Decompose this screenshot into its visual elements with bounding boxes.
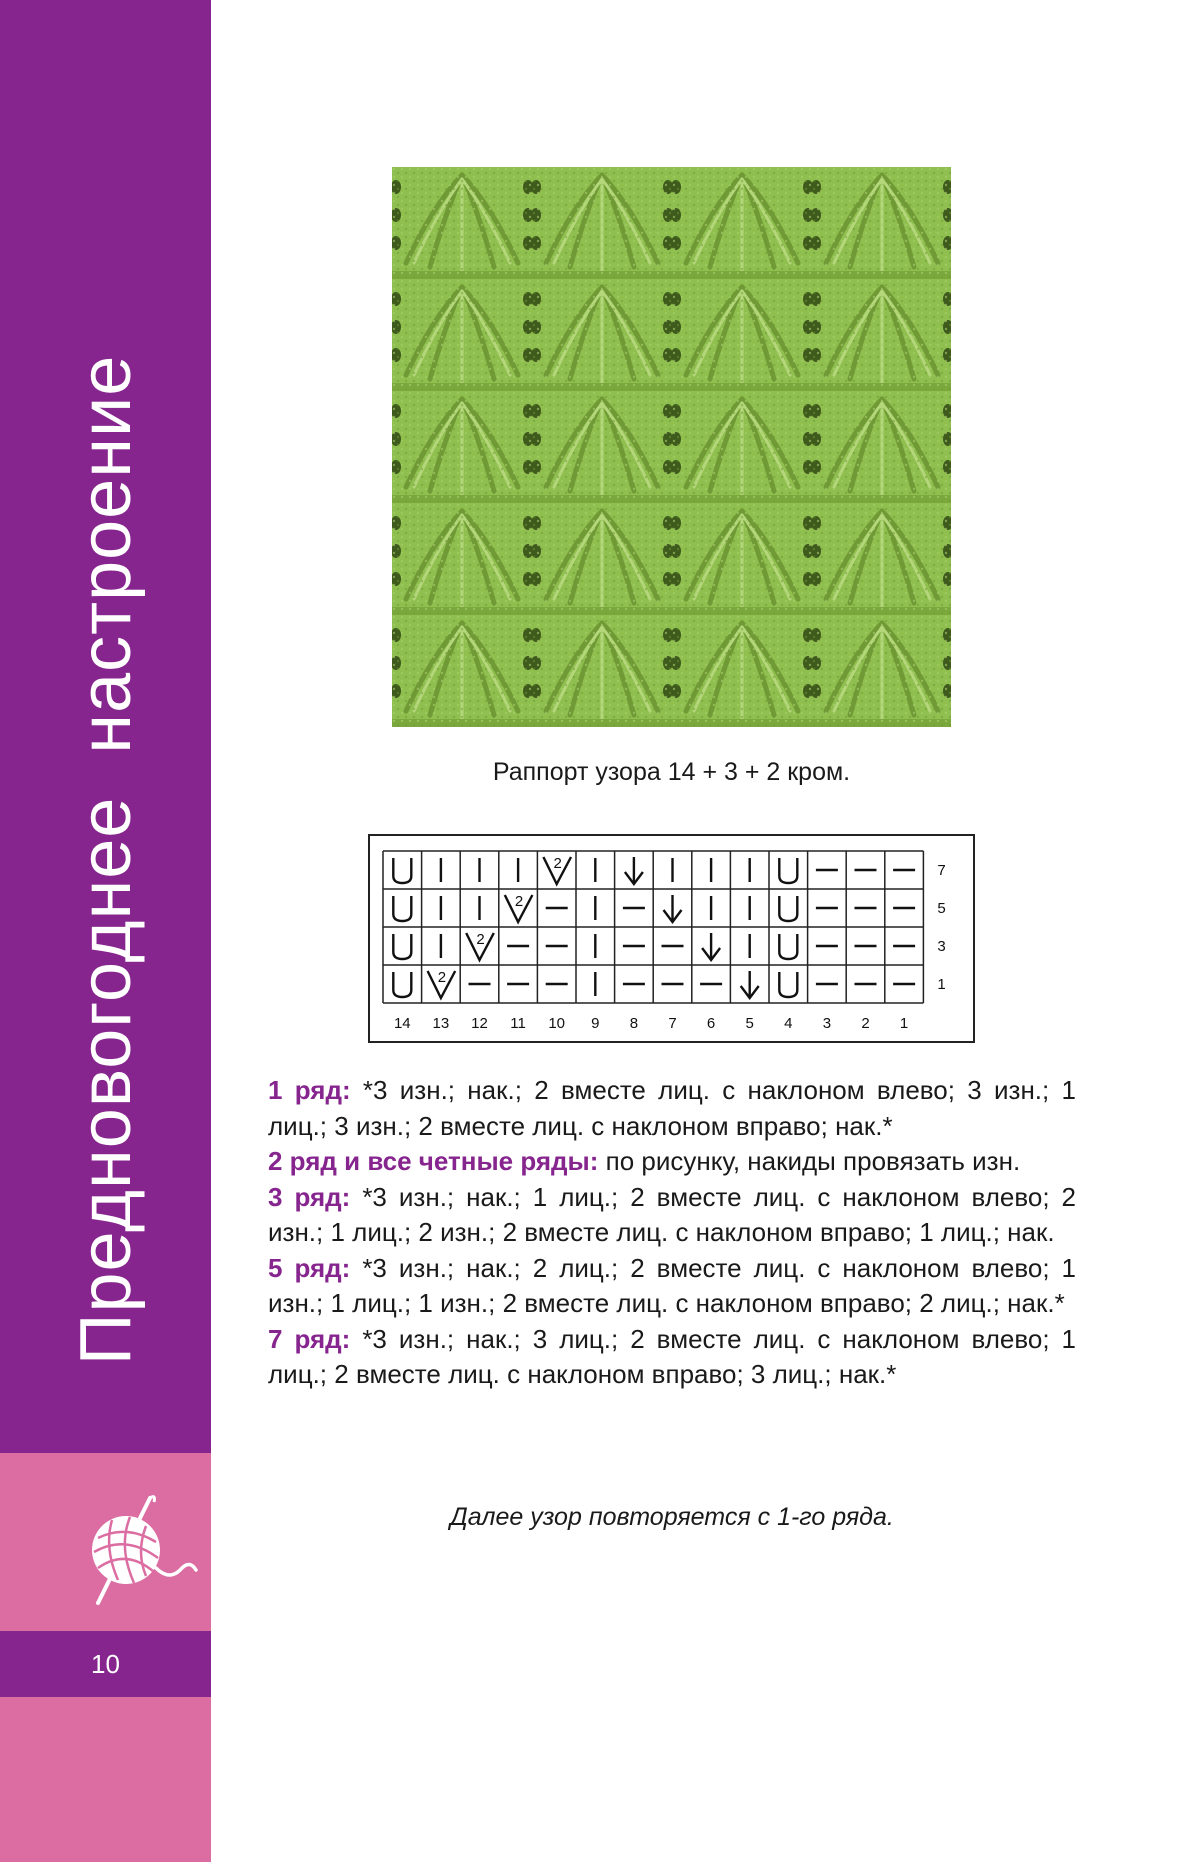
instructions [268,1073,1076,1393]
instruction-row [268,1073,1076,1144]
k2tog-digit: 2 [476,931,485,948]
knitted-swatch-photo [392,167,951,727]
chart-column-number: 12 [471,1015,488,1032]
yarn-over-symbol [779,858,797,883]
k2tog-digit: 2 [514,893,524,910]
instruction-row-text: *3 изн.; нак.; 3 лиц.; 2 вместе лиц. с наклоном влево; 1 лиц.; 2 вместе лиц. с наклоном вправо; 3 лиц.; нак.* [268,1323,1076,1389]
chart-column-number: 3 [822,1015,832,1032]
yarn-over-symbol [393,972,411,997]
yarn-over-symbol [779,972,797,997]
k2tog-digit: 2 [553,855,562,872]
instruction-row [268,1322,1076,1393]
yarn-over-symbol [393,934,411,959]
yarn-over-symbol [779,934,797,959]
yarn-over-symbol [393,896,411,921]
instruction-row-text: *3 изн.; нак.; 1 лиц.; 2 вместе лиц. с наклоном влево; 2 изн.; 1 лиц.; 2 изн.; 2 вместе лиц. с наклоном вправо; 1 лиц.; нак. [268,1181,1076,1247]
closing-note: Далее узор повторяется с 1-го ряда. [450,1503,894,1531]
instruction-row [268,1251,1076,1322]
chart-row-number: 7 [937,862,946,879]
pattern-repeat-caption: Раппорт узора 14 + 3 + 2 кром. [492,758,851,786]
chart-column-number: 1 [899,1015,909,1032]
instruction-row-text: *3 изн.; нак.; 2 вместе лиц. с наклоном влево; 3 изн.; 1 лиц.; 3 изн.; 2 вместе лиц. с наклоном вправо; нак.* [268,1075,1076,1141]
instruction-row-label: 3 ряд: [268,1181,351,1212]
chart-column-number: 5 [745,1015,754,1032]
instruction-row-label: 2 ряд и все четные ряды: [268,1146,599,1176]
yarn-ball-with-hook-icon [78,1488,198,1610]
chart-column-number: 2 [861,1015,870,1032]
instruction-row-label: 1 ряд: [268,1075,351,1105]
instruction-row-label: 7 ряд: [268,1323,351,1354]
chart-column-number: 8 [629,1015,639,1032]
chart-column-number: 13 [432,1015,450,1032]
chart-row-number: 1 [937,976,946,993]
chart-column-number: 14 [393,1015,411,1032]
k2tog-digit: 2 [437,969,447,986]
chart-column-number: 10 [548,1015,566,1032]
instruction-row-text: по рисунку, накиды провязать изн. [598,1146,1021,1176]
chart-column-number: 6 [706,1015,716,1032]
k2tog-right-symbol [702,933,720,960]
chart-column-number: 9 [591,1015,600,1032]
chart-column-number: 11 [510,1015,526,1032]
instruction-row [268,1180,1076,1251]
yarn-over-symbol [779,896,797,921]
k2tog-right-symbol [625,857,643,884]
instruction-row-text: *3 изн.; нак.; 2 лиц.; 2 вместе лиц. с наклоном влево; 1 изн.; 1 лиц.; 1 изн.; 2 вместе лиц. с наклоном вправо; 2 лиц.; нак.* [268,1252,1076,1318]
page-number: 10 [91,1649,120,1679]
k2tog-right-symbol [741,971,759,998]
chart-row-number: 5 [937,900,946,917]
instruction-row [268,1144,1076,1180]
section-title: Предновогоднее настроение [66,354,146,1366]
yarn-over-symbol [393,858,411,883]
chart-column-number: 7 [668,1015,677,1032]
chart-row-number: 3 [937,938,946,955]
chart-grid [383,851,923,1003]
sidebar-bottom-band [0,1697,211,1862]
k2tog-right-symbol [664,895,682,922]
chart-column-number: 4 [784,1015,793,1032]
instruction-row-label: 5 ряд: [268,1252,351,1283]
knitting-chart [368,834,975,1043]
